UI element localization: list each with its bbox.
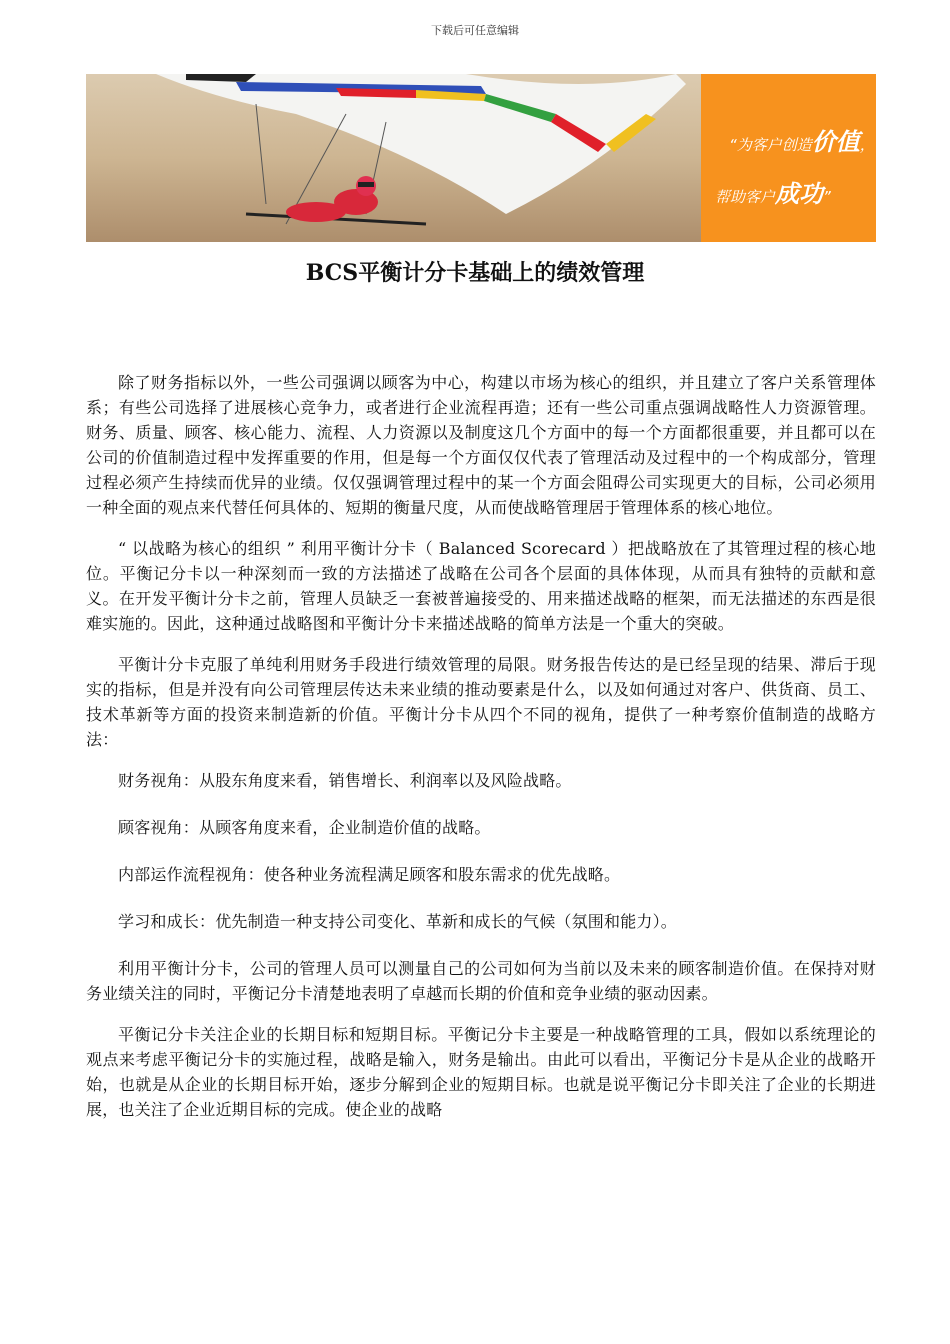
paragraph: 财务视角：从股东角度来看，销售增长、利润率以及风险战略。: [118, 771, 572, 790]
header-note: 下载后可任意编辑: [431, 24, 519, 37]
slogan-line-1-big: 价值: [811, 128, 860, 156]
banner: [86, 74, 876, 242]
paragraph: 内部运作流程视角：使各种业务流程满足顾客和股东需求的优先战略。: [118, 865, 621, 884]
document-body: [86, 370, 876, 1138]
slogan-line-1-punct: ，: [859, 136, 875, 154]
hang-glider-illustration: [86, 74, 701, 242]
slogan-quote-open: “: [729, 136, 737, 154]
slogan-line-2: [715, 174, 831, 209]
paragraph: 除了财务指标以外，一些公司强调以顾客为中心，构建以市场为核心的组织，并且建立了客户关系管理体系；有些公司选择了进展核心竞争力，或者进行企业流程再造；还有一些公司重点强调战略性人力资源管理。财务、质量、顾客、核心能力、流程、人力资源以及制度这几个方面中的每一个方面都很重要，并且都可以在公司的价值制造过程中发挥重要的作用，但是每一个方面仅仅代表了管理活动及过程中的一个构成部分，管理过程必须产生持续而优异的业绩。仅仅强调管理过程中的某一个方面会阻碍公司实现更大的目标，公司必须用一种全面的观点来代替任何具体的、短期的衡量尺度，从而使战略管理居于管理体系的核心地位。: [86, 373, 876, 517]
slogan-panel: [701, 74, 876, 242]
paragraph: 平衡记分卡关注企业的长期目标和短期目标。平衡记分卡主要是一种战略管理的工具，假如以系统理论的观点来考虑平衡记分卡的实施过程，战略是输入，财务是输出。由此可以看出，平衡记分卡是从企业的战略开始，也就是从企业的长期目标开始，逐步分解到企业的短期目标。也就是说平衡记分卡即关注了企业的长期进展，也关注了企业近期目标的完成。使企业的战略: [86, 1025, 876, 1119]
slogan-line-1-small: 为客户创造: [736, 136, 812, 154]
document-title: BCS平衡计分卡基础上的绩效管理: [305, 260, 645, 286]
paragraph: “ 以战略为核心的组织 ” 利用平衡计分卡（ Balanced Scorecard ）把战略放在了其管理过程的核心地位。平衡记分卡以一种深刻而一致的方法描述了战略在公司各个层面的具体体现，从而具有独特的贡献和意义。在开发平衡计分卡之前，管理人员缺乏一套被普遍接受的、用来描述战略的框架，而无法描述的东西是很难实施的。因此，这种通过战略图和平衡计分卡来描述战略的简单方法是一个重大的突破。: [86, 539, 876, 633]
slogan-line-2-big: 成功: [775, 180, 824, 208]
hang-glider-photo: [86, 74, 701, 242]
slogan-line-1: [729, 122, 875, 157]
paragraph: 顾客视角：从顾客角度来看，企业制造价值的战略。: [118, 818, 491, 837]
slogan-quote-close: ”: [823, 188, 831, 206]
paragraph: 平衡计分卡克服了单纯利用财务手段进行绩效管理的局限。财务报告传达的是已经呈现的结果、滞后于现实的指标，但是并没有向公司管理层传达未来业绩的推动要素是什么，以及如何通过对客户、供货商、员工、技术革新等方面的投资来制造新的价值。平衡计分卡从四个不同的视角，提供了一种考察价值制造的战略方法：: [86, 655, 876, 749]
slogan-line-2-small: 帮助客户: [715, 188, 776, 206]
paragraph: 利用平衡计分卡，公司的管理人员可以测量自己的公司如何为当前以及未来的顾客制造价值。在保持对财务业绩关注的同时，平衡记分卡清楚地表明了卓越而长期的价值和竞争业绩的驱动因素。: [86, 959, 876, 1003]
paragraph: 学习和成长：优先制造一种支持公司变化、革新和成长的气候（氛围和能力）。: [118, 912, 678, 931]
